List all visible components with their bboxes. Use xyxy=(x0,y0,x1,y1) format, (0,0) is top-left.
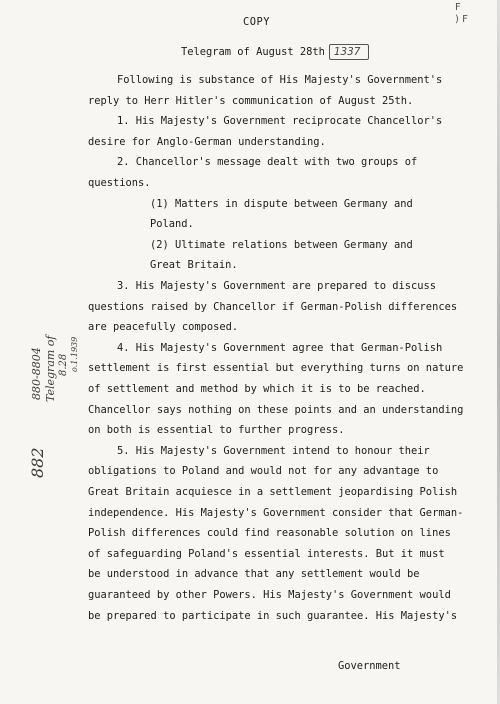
body-line: questions raised by Chancellor if German-Polish differences xyxy=(88,300,458,313)
margin-note-number: 882 xyxy=(28,447,47,478)
page-continuation-word: Government xyxy=(338,660,401,672)
body-line: 1. His Majesty's Government reciprocate Chancellor's xyxy=(117,115,443,128)
body-line: guaranteed by other Powers. His Majesty's Government would xyxy=(88,589,451,601)
margin-note-telegram: Telegram of xyxy=(44,335,57,402)
reference-number-stamp: 1337 xyxy=(329,44,369,60)
body-line: independence. His Majesty's Government consider that German- xyxy=(88,506,464,519)
body-line: 2. Chancellor's message dealt with two groups of xyxy=(117,156,418,169)
body-line: questions. xyxy=(88,177,151,189)
body-line: Chancellor says nothing on these points and an understanding xyxy=(88,403,464,416)
margin-note-small: o.1.1939 xyxy=(70,336,79,372)
body-line: Great Britain acquiesce in a settlement jeopardising Polish xyxy=(88,486,458,498)
body-line: of settlement and method by which it is to be reached. xyxy=(88,383,426,395)
body-line: Great Britain. xyxy=(150,259,238,272)
body-line: obligations to Poland and would not for any advantage to xyxy=(88,465,439,478)
body-line: desire for Anglo-German understanding. xyxy=(88,135,326,148)
body-line: 4. His Majesty's Government agree that German-Polish xyxy=(117,341,443,354)
body-line: 5. His Majesty's Government intend to honour their xyxy=(117,444,430,457)
body-line: 3. His Majesty's Government are prepared to discuss xyxy=(117,280,437,292)
body-line: (1) Matters in dispute between Germany and xyxy=(150,197,413,210)
body-line: on both is essential to further progress. xyxy=(88,424,345,437)
body-line: of safeguarding Poland's essential interests. But it must xyxy=(88,547,445,560)
body-line: (2) Ultimate relations between Germany and xyxy=(150,238,413,251)
body-line: are peacefully composed. xyxy=(88,321,239,334)
body-line: Polish differences could find reasonable solution on lines xyxy=(88,527,451,540)
corner-handwritten-note: F ) F xyxy=(455,2,468,25)
body-line: Poland. xyxy=(150,218,194,231)
body-line: reply to Herr Hitler's communication of August 25th. xyxy=(88,94,414,107)
body-line: be prepared to participate in such guarantee. His Majesty's xyxy=(88,609,458,622)
copy-heading: COPY xyxy=(243,16,271,28)
telegram-date: Telegram of August 28th xyxy=(181,46,325,58)
telegram-title xyxy=(181,44,369,60)
body-line: settlement is first essential but everything turns on nature xyxy=(88,362,464,375)
body-line: be understood in advance that any settlement would be xyxy=(88,568,420,581)
margin-note-date: 8.28 xyxy=(58,353,69,376)
margin-note-reference: 880-8804 xyxy=(30,347,43,400)
body-line: Following is substance of His Majesty's Government's xyxy=(117,74,443,86)
